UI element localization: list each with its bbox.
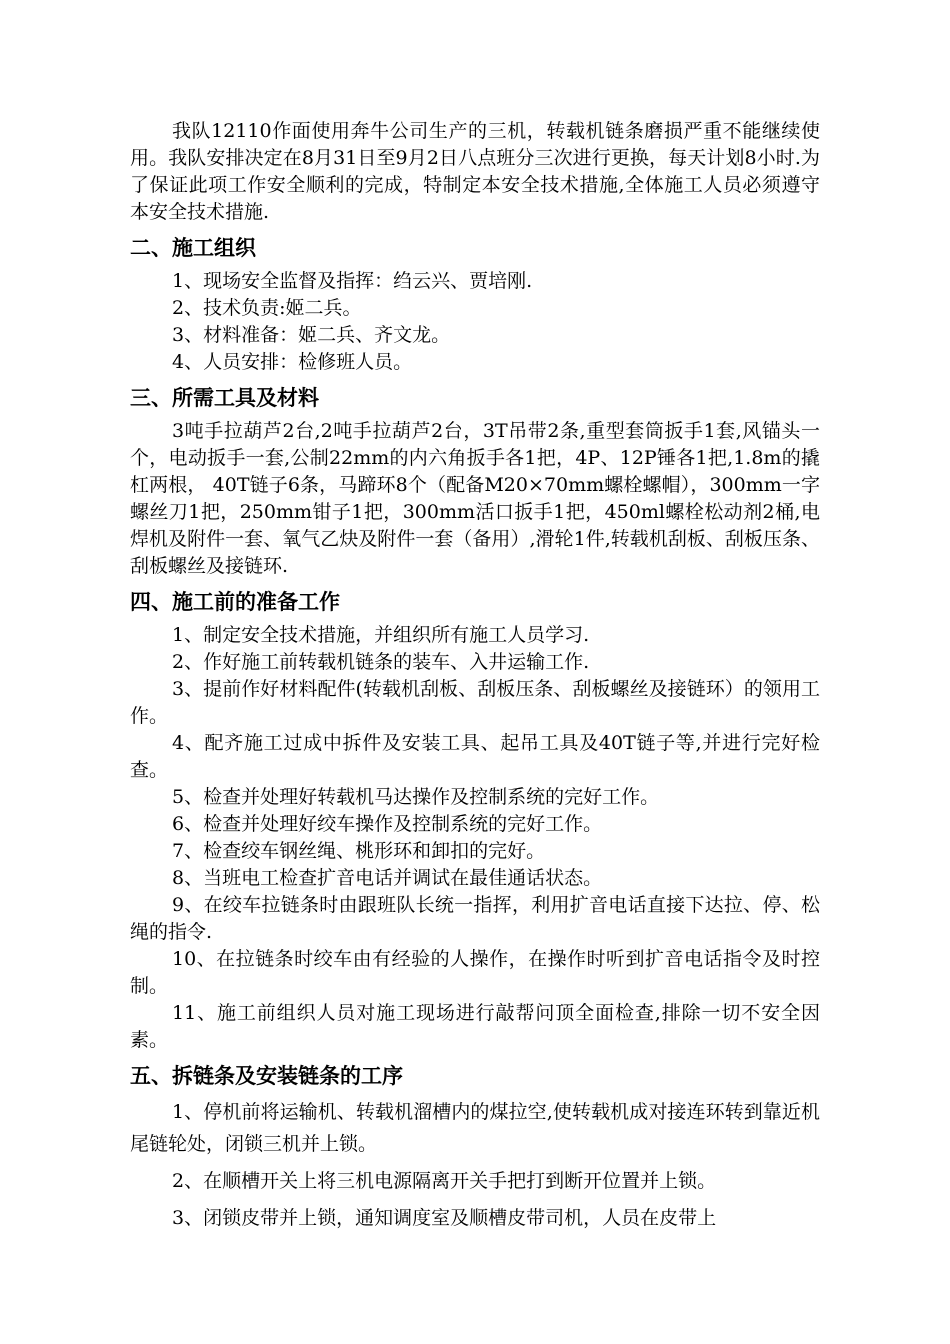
section-heading: 四、施工前的准备工作 (130, 590, 340, 614)
intro-paragraph: 我队12110作面使用奔牛公司生产的三机，转载机链条磨损严重不能继续使用。我队安排决定在8月31日至9月2日八点班分三次进行更换，每天计划8小时.为了保证此项工作安全顺利的完成，特制定本安全技术措施,全体施工人员必须遵守本安全技术措施. (130, 120, 820, 223)
list-item: 1、现场安全监督及指挥：绉云兴、贾培刚. (172, 270, 533, 292)
section-heading: 三、所需工具及材料 (130, 386, 319, 410)
list-item: 8、当班电工检查扩音电话并调试在最佳通话状态。 (172, 867, 603, 889)
list-item: 11、施工前组织人员对施工现场进行敲帮问顶全面检查,排除一切不安全因素。 (130, 1002, 820, 1051)
section-chain-procedure (130, 1062, 820, 1234)
list-item: 4、人员安排：检修班人员。 (172, 351, 413, 373)
list-item: 1、停机前将运输机、转载机溜槽内的煤拉空,使转载机成对接连环转到靠近机尾链轮处，闭锁三机并上锁。 (130, 1101, 820, 1155)
list-item: 7、检查绞车钢丝绳、桃形环和卸扣的完好。 (172, 840, 546, 862)
section-organization (130, 234, 820, 376)
list-item: 3、材料准备：姬二兵、齐文龙。 (172, 324, 451, 346)
section-heading: 二、施工组织 (130, 236, 256, 260)
list-item: 3、提前作好材料配件(转载机刮板、刮板压条、刮板螺丝及接链环）的领用工作。 (130, 678, 820, 727)
document-page (130, 118, 820, 1234)
list-item: 3吨手拉葫芦2台,2吨手拉葫芦2台，3T吊带2条,重型套筒扳手1套,风锚头一个，电动扳手一套,公制22mm的内六角扳手各1把，4P、12P锤各1把,1.8m的撬杠两根， 40T链子6条，马蹄环8个（配备M20×70mm螺栓螺帽），300mm一字螺丝刀1把，250mm钳子1把，300mm活口扳手1把，450ml螺栓松动剂2桶,电焊机及附件一套、氧气乙炔及附件一套（备用）,滑轮1件,转载机刮板、刮板压条、刮板螺丝及接链环. (130, 420, 820, 577)
list-item: 4、配齐施工过成中拆件及安装工具、起吊工具及40T链子等,并进行完好检查。 (130, 732, 820, 781)
list-item: 6、检查并处理好绞车操作及控制系统的完好工作。 (172, 813, 603, 835)
list-item: 1、制定安全技术措施，并组织所有施工人员学习. (172, 624, 590, 646)
list-item: 2、在顺槽开关上将三机电源隔离开关手把打到断开位置并上锁。 (172, 1170, 717, 1192)
list-item: 3、闭锁皮带并上锁，通知调度室及顺槽皮带司机，人员在皮带上 (172, 1207, 717, 1229)
list-item: 10、在拉链条时绞车由有经验的人操作，在操作时听到扩音电话指令及时控制。 (130, 948, 820, 997)
section-tools-materials (130, 384, 820, 580)
list-item: 2、技术负责:姬二兵。 (172, 297, 362, 319)
section-heading: 五、拆链条及安装链条的工序 (130, 1064, 403, 1088)
list-item: 5、检查并处理好转载机马达操作及控制系统的完好工作。 (172, 786, 660, 808)
list-item: 9、在绞车拉链条时由跟班队长统一指挥，利用扩音电话直接下达拉、停、松绳的指令. (130, 894, 820, 943)
list-item: 2、作好施工前转载机链条的装车、入井运输工作. (172, 651, 590, 673)
section-preparation (130, 588, 820, 1054)
